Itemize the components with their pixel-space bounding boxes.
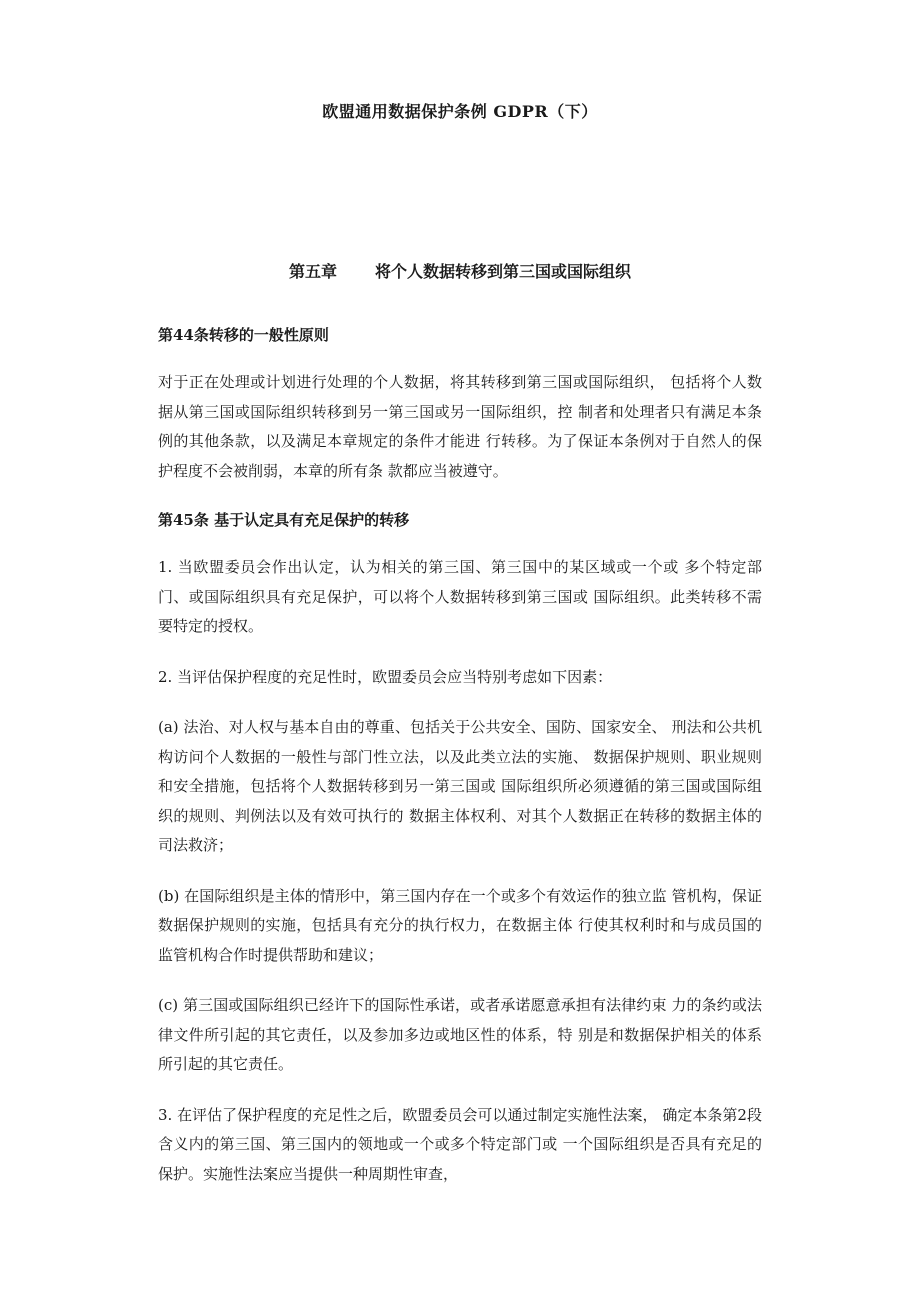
chapter-title: 将个人数据转移到第三国或国际组织 xyxy=(375,262,632,281)
article-45-heading: 第45条 基于认定具有充足保护的转移 xyxy=(158,511,410,529)
article-44-heading: 第44条转移的一般性原则 xyxy=(158,326,329,344)
article-45-paragraph-2c: (c) 第三国或国际组织已经许下的国际性承诺，或者承诺愿意承担有法律约束 力的条约或法律文件所引起的其它责任，以及参加多边或地区性的体系，特 别是和数据保护相关的体系所引起的其它责任。 xyxy=(158,996,762,1073)
article-45-paragraph-2b: (b) 在国际组织是主体的情形中，第三国内存在一个或多个有效运作的独立监 管机构，保证数据保护规则的实施，包括具有充分的执行权力，在数据主体 行使其权利时和与成员国的监管机构合作时提供帮助和建议； xyxy=(158,886,762,964)
chapter-heading xyxy=(0,259,920,282)
document-body xyxy=(158,322,762,1210)
article-45-paragraph-2: 2. 当评估保护程度的充足性时，欧盟委员会应当特别考虑如下因素： xyxy=(158,667,613,686)
document-title: 欧盟通用数据保护条例 GDPR（下） xyxy=(322,102,598,121)
article-45-paragraph-3: 3. 在评估了保护程度的充足性之后，欧盟委员会可以通过制定实施性法案， 确定本条第2段含义内的第三国、第三国内的领地或一个或多个特定部门或 一个国际组织是否具有充足的保护。实施性法案应当提供一种周期性审查， xyxy=(158,1105,762,1183)
chapter-number: 第五章 xyxy=(288,262,337,281)
article-45-paragraph-1: 1. 当欧盟委员会作出认定，认为相关的第三国、第三国中的某区域或一个或 多个特定部门、或国际组织具有充足保护，可以将个人数据转移到第三国或 国际组织。此类转移不需要特定的授权。 xyxy=(158,558,762,635)
article-45-paragraph-2a: (a) 法治、对人权与基本自由的尊重、包括关于公共安全、国防、国家安全、 刑法和公共机构访问个人数据的一般性与部门性立法，以及此类立法的实施、 数据保护规则、职业规则和安全措施，包括将个人数据转移到另一第三国或 国际组织所必须遵循的第三国或国际组织的规则、判例法以及有效可执行的 数据主体权利、对其个人数据正在转移的数据主体的司法救济； xyxy=(158,718,762,854)
article-44-paragraph: 对于正在处理或计划进行处理的个人数据，将其转移到第三国或国际组织， 包括将个人数据从第三国或国际组织转移到另一第三国或另一国际组织，控 制者和处理者只有满足本条例的其他条款，以及满足本章规定的条件才能进 行转移。为了保证本条例对于自然人的保护程度不会被削弱，本章的所有条 款都应当被遵守。 xyxy=(158,373,762,480)
